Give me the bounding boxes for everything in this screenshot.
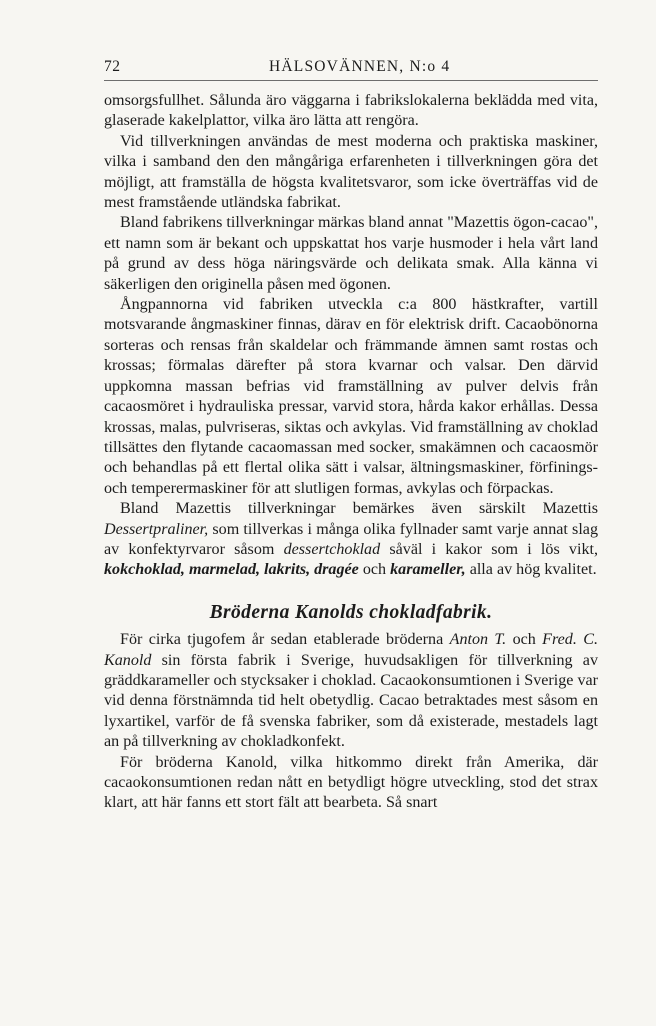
paragraph-products	[104, 499, 598, 581]
running-head: HÄLSOVÄNNEN, N:o 4	[269, 58, 451, 75]
emphasis-dessertchoklad: dessertchoklad	[283, 540, 381, 558]
paragraph: Ångpannorna vid fabriken utveckla c:a 800 hästkrafter, vartill motsvarande ångmaskiner finnas, därav en för elektrisk drift. Cacaobönorna sorteras och rensas från skaldelar och främmande ämnen samt rostas och krossas; förmalas därefter på stora kvarnar och valsar. Den därvid uppkomna massan befrias vid framställning av pulver delvis från cacaosmöret i hydrauliska pressar, varvid stora, hårda kakor erhållas. Dessa krossas, malas, pulvriseras, siktas och avkylas. Vid framställning av choklad tillsättes den flytande cacaomassan med socker, smakämnen och cacaosmör och behandlas på ett flertal olika sätt i valsar, ältningsmaskiner, förfinings- och temperermaskiner för att slutligen formas, avkylas och förpackas.	[104, 296, 598, 497]
emphasis-dessertpraliner: Dessertpraliner,	[104, 520, 209, 538]
paragraph: Vid tillverkningen användas de mest moderna och praktiska maskiner, vilka i samband den den mångåriga erfarenheten i tillverkningen göra det möjligt, att framställa de högsta kvalitetsvaror, som icke överträffas vid de mest framstående utländska fabrikat.	[104, 132, 598, 212]
emphasis-anton: Anton T.	[449, 631, 507, 649]
body-text	[104, 91, 598, 814]
text-run: sin första fabrik i Sverige, huvudsakligen för tillverkning av gräddkarameller och stycksaker i choklad. Cacaokonsumtionen i Sverige var vid denna förstnämnda tid helt obetydlig. Cacao betraktades mest såsom en lyxartikel, varför de få svenska fabriker, som då existerade, mestadels lagt an på tillverkning av chokladkonfekt.	[104, 651, 598, 751]
paragraph: omsorgsfullhet. Sålunda äro väggarna i fabrikslokalerna beklädda med vita, glaserade kakelplattor, vilka äro lätta att rengöra.	[104, 92, 598, 130]
text-run: Bland Mazettis tillverkningar bemärkes även särskilt Mazettis	[120, 500, 598, 518]
emphasis-fred: Fred. C. Kanold	[104, 631, 598, 669]
page-number: 72	[104, 58, 121, 75]
text-run: och	[506, 631, 543, 649]
page-header	[104, 50, 598, 81]
text-run: För cirka tjugofem år sedan etablerade bröderna	[120, 631, 450, 649]
paragraph-founders	[104, 630, 598, 752]
text-run: såväl i kakor som i lös vikt,	[380, 540, 598, 558]
paragraph: För bröderna Kanold, vilka hitkommo direkt från Amerika, där cacaokonsumtionen redan nått en betydligt högre utveckling, stod det strax klart, att här fanns ett stort fält att bearbeta. Så snart	[104, 753, 598, 812]
emphasis-karameller: karameller,	[390, 561, 466, 579]
text-run: som tillverkas i många olika fyllnader samt varje annat slag av konfektyrvaror såsom	[104, 520, 598, 558]
page	[104, 50, 598, 814]
text-run: alla av hög kvalitet.	[465, 561, 597, 579]
section-heading: Bröderna Kanolds chokladfabrik.	[209, 601, 493, 623]
paragraph: Bland fabrikens tillverkningar märkas bland annat "Mazettis ögon-cacao", ett namn som är bekant och uppskattat hos varje husmoder i hela vårt land på grund av dess höga näringsvärde och delikata smak. Alla känna vi säkerligen den originella påsen med ögonen.	[104, 214, 598, 293]
text-run: och	[358, 561, 391, 579]
emphasis-product-list: kokchoklad, marmelad, lakrits, dragée	[104, 561, 359, 579]
